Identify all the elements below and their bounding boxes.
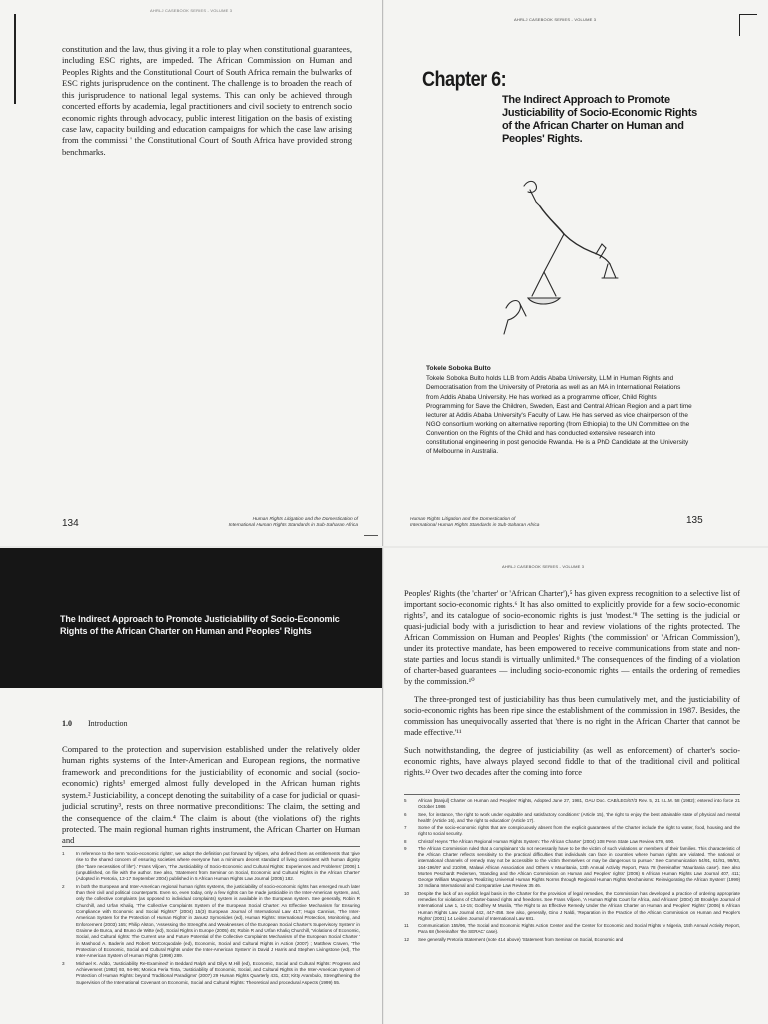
section-heading [62,719,128,728]
footnote-number: 5 [404,798,407,803]
footnote-item [62,961,360,986]
footnotes [404,798,740,944]
running-footer-line-2: International Human Rights Standards in Sub-Saharan Africa [410,522,540,528]
footnote-number: 12 [404,936,410,942]
footnote-item [62,884,360,960]
footnote-rule [62,846,360,847]
footnote-item [404,812,740,825]
body-paragraph-3: Such notwithstanding, the degree of justiciability (as well as enforcement) of charter's socio-economic rights, have always played second fiddle to that of the traditional civil and political rights.¹² Over two decades after the coming into force [404,746,740,778]
footnote-text: African [Banjul] Charter on Human and Peoples' Rights, Adopted June 27, 1981, OAU Doc. CAB/LEG/67/3 Rev. 5, 21 I.L.M. 58 (1982); entered into force 21 October 1986 [418,798,740,810]
banner-title: The Indirect Approach to Promote Justiciability of Socio-Economic Rights of the African Charter on Human and Peoples' Rights [60,614,340,636]
footnote-item [62,851,360,883]
footnote-number: 6 [404,811,407,817]
running-footer [198,517,358,529]
footnote-item [404,798,740,811]
page-continuation [384,548,768,1024]
footnote-text: Despite the lack of an explicit legal basis in the Charter for the provision of legal remedies, the Commission has developed a practice of ordering appropriate remedies for violations of Charter-based rights and freedoms. See Frans Viljoen, 'A Human Rights Court for Africa, and Africans' (2004) 30 Brooklyn Journal of International Law 1, 14-15; Godfrey M Musila, 'The Right to an Effective Remedy Under the African Charter on Human and Peoples' Rights' (2006) 6 African Human Rights Law Journal 442, 447-458. See also, generally, Gino J Naldi, 'Reparation in the Practice of the African Commission on Human and People's Rights' (2001) 14 Leiden Journal of International Law 681. [418,890,740,921]
footnote-number: 10 [404,890,410,896]
author-bio: Tokele Soboka Bulto holds LLB from Addis Ababa University, LLM in Human Rights and Democratisation from the University of Pretoria as well as an MA in International Relations from Addis Ababa University. He has worked as a programme officer, Child Rights Programming for Save the Children, Sweden, East and Central African Region and a part time lecturer at Addis Ababa University's Faculty of Law. He has served as vice chairperson of the NGO consortium working on alternative reporting (from Ethiopia) to the UN Committee on the Convention on the Rights of the Child and has conducted extensive research into constitutional engineering in post genocide Rwanda. He is a PhD Candidate at the University of Melbourne in Australia. [426,375,692,456]
page-134 [0,0,383,546]
running-footer-line-1: Human Rights Litigation and the Domestication of [252,517,358,522]
footnote-text: See generally Pretoria Statement (note 414 above) 'Statement from Seminar on Social, Economic and [418,936,624,942]
continued-body-text [62,44,352,158]
footnote-item [404,891,740,922]
author-name: Tokele Soboka Bulto [426,365,491,372]
footnote-text: Christof Heyns 'The African Regional Human Rights System: The African Charter' (2004) 108 Penn State Law Review 679, 690. [418,838,675,844]
body-paragraph-1: Peoples' Rights (the 'charter' or 'African Charter'),⁵ has given express recognition to a selective list of important socio-economic rights.⁶ It has also omitted to explicitly provide for a few socio-economic rights⁷, and its catalogue of socio-economic rights is just 'modest.'⁸ The setting is the judicial or quasi-judicial body with a jurisdiction to hear and review violations of the rights protected. The African Commission on Human and Peoples' Rights ('the commission' or 'African Commission'), under its protective mandate, has been empowered to receive communications from state and non-state parties and locus standi is virtually unlimited.⁹ The consequences of the finding of a violation of charter-based guarantees — including socio-economic rights — entails the ordering of remedies by the commission.¹⁰ [404,589,740,687]
footnote-text: Some of the socio-economic rights that are conspicuously absent from the explicit guarantees of the Charter include the right to water, food, housing and the right to social security. [418,825,740,837]
footnote-text: Michael K. Addo, 'Justiciability Re-Examined' in Beddard Ralph and Dilys M.Hill (ed), Economic, Social and Cultural Rights: Progress and Achievement (1992) 93, 94-96; Monica Feria Tinta, 'Justiciability of Economic, Social, and Cultural Rights in the Inter-American System of Protection of Human Rights: beyond Traditional Paradigms' (2007) 29 Human Rights Quarterly 431, 433; Kitty Arambulo, Strengthening the Supervision of the International Covenant on Economic, Social and Cultural Rights: Theoretical and procedural Aspects (1999) 55. [76,960,360,985]
chapter-banner [0,548,382,688]
page-number: 135 [686,515,703,526]
intro-body-text [62,744,360,847]
series-header: AHRLJ CASEBOOK SERIES - VOLUME 3 [150,8,233,13]
scale-line-art [504,181,618,334]
continuation-body-text [404,588,740,779]
series-header: AHRLJ CASEBOOK SERIES - VOLUME 3 [502,564,585,569]
footnote-text: In reference to the term 'socio-economic rights', we adopt the definition put forward by Viljoen, who defined them as entitlements that 'give rise to the shared concern of ensuring societies where everyone has a minimum decent standard of living consistent with human dignity (the "bare necessities of life").' Frans Viljoen, 'The Justiciability of Socio-Economic and Cultural Rights: Experiences and Problems' (2006) 1 (unpublished, on file with the author. See also, 'Statement from Seminar on Social, Economic and Cultural Rights in the African Charter' (Adopted in Pretoria, 13-17 September 2004) published in 5 African Human Rights Law Journal (2005) 182. [76,851,360,882]
intro-paragraph: Compared to the protection and supervision established under the relatively older human rights systems of the Inter-American and European regions, the normative framework and preconditions for the justiciability of economic and social (socio-economic) rights¹ emerged almost fully developed in the African human rights system.² Justiciability, a concept denoting the suitability of a case for judicial or quasi-judicial scrutiny³, rests on three normative preconditions: The claim, the setting and the consequence of the claim.⁴ The claim is about (the violations of) the rights protected. The main regional human rights instrument, the African Charter on Human and [62,744,360,846]
binding-margin-line [14,14,16,104]
chapter-label: Chapter 6: [422,68,507,91]
page-chapter-opener [0,548,383,1024]
footnotes [62,851,360,987]
running-footer [410,517,590,529]
running-footer-line-2: International Human Rights Standards in Sub-Saharan Africa [228,522,358,528]
footnote-item [404,825,740,838]
footnote-text: Communication 155/96, The Social and Economic Rights Action Center and the Center for Economic and Social Rights v Nigeria, 15th Annual Activity Report, Para 68 (hereinafter 'the SERAC' case). [418,923,740,935]
footnote-number: 9 [404,845,407,851]
chapter-title: The Indirect Approach to Promote Justiciability of Socio-Economic Rights of the African Charter on Human and Peoples' Rights. [502,94,697,145]
footnote-text: The African Commission ruled that a complainant 'do not necessarily have to be the victim of such violations or members of their families. This characteristic of the African Charter reflects sensitivity to the practical difficulties that individuals can face in countries where human rights are violated. The national or international channels of remedy may not be accessible to the victim themselves or may be dangerous to pursue.' See Communication 54/91, 61/91, 98/93, 164-196/97 and 210/98, Malawi African Association and Others v Mauritania, 13th Annual Activity Report, Para 78 (hereinafter 'Mauritania case'). See also Morten Peschardt Pedersen, 'Standing and the African Commission on Human and Peoples' rights' (2006) 6 African Human Rights Law Journal 407, 411; George William Mugwanya 'Realizing Universal Human Rights Norms through Regional Human Rights Mechanisms: Reinvigorating the African System' (1999) 10 Indiana International and Comparative Law Review 35 46. [418,845,740,889]
footnote-item [404,846,740,890]
footnote-number: 7 [404,825,407,831]
page-edge-mark [364,535,378,536]
justice-scale-illustration [478,168,628,348]
section-number: 1.0 [62,719,72,728]
page-corner-mark [739,14,757,15]
page-number: 134 [62,518,79,529]
closing-paragraph: constitution and the law, thus giving it a role to play when constitutional guarantees, including ESC rights, are impeded. The African Commission on Human and Peoples Rights and the Constitutional Court of South Africa remain the bulwarks of ESC rights jurisprudence on the continent. The challenge is to broaden the reach of this jurisprudence to national legal systems. This can only be achieved through concerted efforts by academia, legal practitioners and civil society to entrench socio economic rights through advocacy, public interest litigation on the basis of existing case law, capacity building and education campaigns for which the case law arising from the commissi ' the Constitutional Court of South Africa have provided strong benchmarks. [62,44,352,157]
footnote-number: 8 [404,838,407,844]
footnote-item [404,923,740,936]
body-paragraph-2: The three-pronged test of justiciability has thus been cumulatively met, and the justiciability of socio-economic rights has been ripe since the establishment of the commission in 1987. Besides, the commission has unequivocally asserted that 'there is no right in the African Charter that cannot be made effective.'¹¹ [404,695,740,738]
page-corner-mark [739,14,740,36]
page-135 [384,0,768,546]
footnote-rule [404,794,740,795]
footnote-item [404,937,740,943]
series-header: AHRLJ CASEBOOK SERIES - VOLUME 3 [514,17,597,22]
footnote-item [404,839,740,845]
footnote-number: 1 [62,851,65,856]
author-bio-block [426,364,694,456]
footnote-text: See, for instance, 'the right to work under equitable and satisfactory conditions' (Article 15), 'the right to enjoy the best attainable state of physical and mental health' (Article 16), and 'the right to education' (Article 17). [418,811,740,823]
running-footer-line-1: Human Rights Litigation and the Domestication of [410,517,516,522]
footnote-number: 2 [62,883,65,889]
footnote-text: In both the European and Inter-American regional human rights systems, the justiciability of socio-economic rights has emerged much later than their civil and political counterparts. Even so, even today, only a few rights can be made justiciable in the Inter-American system, and, only the collective complaints (as opposed to individual complaints) system is available in the European system. See generally, Robin R Churchill, and Urfan Khaliq, 'The Collective Complaints System of the European Social Charter: An Effective Mechanism for Ensuring Compliance with Economic and Social Rights?' (2004) 15(3) European Journal of International Law 417; Hugo Cannius, 'The Inter-American System for the Protection of Human Rights' in Janusz Symonides (ed), Human Rights: International Protection, Monitoring, and Enforcement (2003) 165; Philip Alston, 'Assessing the Strengths and Weaknesses of the European Social Charter's Supervisory System' in Grainne de Burca, and Bruno de Witte (ed), Social Rights in Europe (2005) 45; Robin R and Urfan Khaliq Churchill, 'Violations of Economic, Social, and Cultural rights: The Current use and Future Potential of the Collective Complaints Mechanism of the European Social Charter ' in Mashood A. Baderin and Robert McCorquodale (ed), Economic, Social and Cultural Rights in Action (2007) ; Matthew Craven, 'The Protection of Economic, Social and Cultural Rights under the Inter-American System' in David J Harris and Stephen Livingstone (ed), The Inter-American System of Human Rights (1998) 289. [76,883,360,959]
section-title: Introduction [88,719,128,728]
footnote-number: 11 [404,923,409,929]
footnote-number: 3 [62,960,65,966]
